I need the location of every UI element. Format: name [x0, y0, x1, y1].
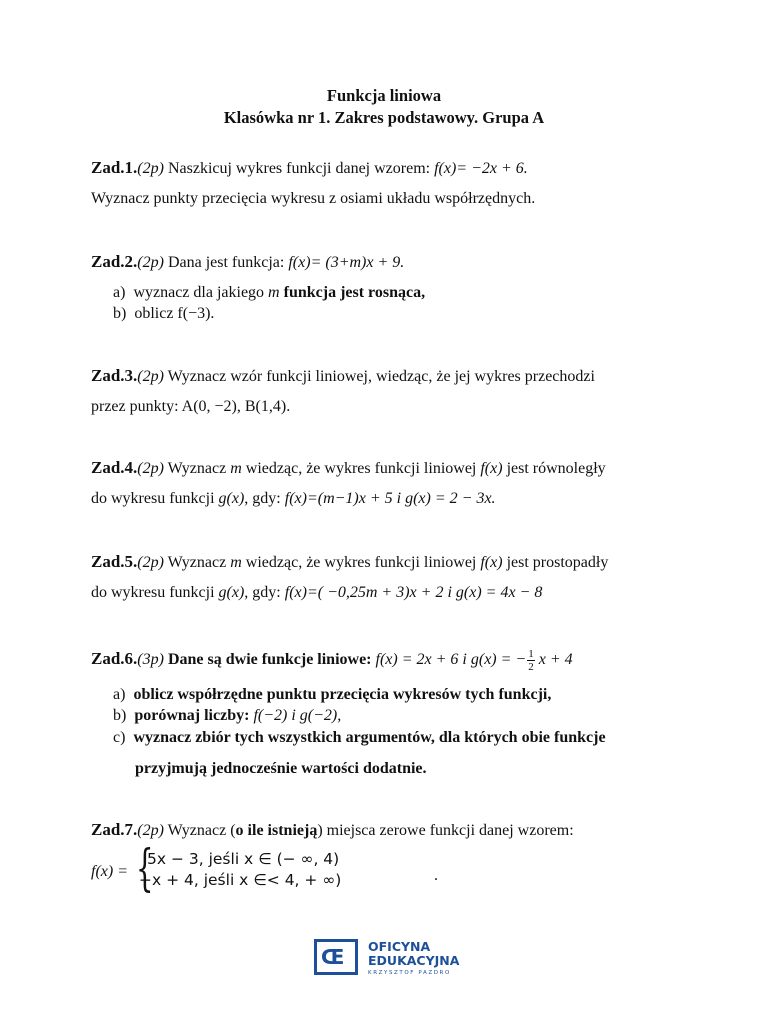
zad2-item-b [113, 305, 214, 323]
zad6-frac-num: 1 [528, 648, 534, 660]
zad3-line2: przez punkty: A(0, −2), B(1,4). [91, 398, 291, 415]
zad3-label: Zad.3. [91, 366, 138, 385]
zad6-item-c-text: wyznacz zbiór tych wszystkich argumentów, dla których obie funkcje [133, 729, 606, 746]
zad4-points: (2p) [137, 460, 164, 477]
zad6-frac-den: 2 [528, 661, 534, 673]
zad6-formula-b: x + 4 [538, 651, 573, 669]
zad7-end-dot: . [434, 867, 438, 884]
doc-title: Funkcja liniowa [326, 86, 442, 105]
oe-logo-icon [314, 939, 358, 975]
doc-subtitle: Klasówka nr 1. Zakres podstawowy. Grupa A [223, 108, 545, 127]
zad2-points: (2p) [137, 254, 164, 271]
zad6-item-a-text: oblicz współrzędne punktu przecięcia wykresów tych funkcji, [133, 686, 552, 703]
zad6-item-b-formula: f(−2) i g(−2), [253, 707, 342, 724]
zad4-text-b: wiedząc, że wykres funkcji liniowej [241, 460, 481, 477]
zad7-label: Zad.7. [91, 820, 138, 839]
zad4-m: m [230, 460, 242, 477]
zad7-case2: −x + 4, jeśli x ∈< 4, + ∞) [139, 871, 342, 889]
zad4-text-a: Wyznacz [163, 460, 231, 477]
zad5-line2-a: do wykresu funkcji [91, 584, 219, 601]
zad4-line1 [91, 458, 606, 478]
zad4-gx: g(x) [218, 490, 245, 507]
zad6-label: Zad.6. [91, 649, 138, 669]
brace-icon: { [136, 839, 154, 897]
zad4-fx: f(x) [480, 460, 503, 477]
zad7-bold-part: o ile istnieją [235, 822, 318, 839]
zad6-text: Dane są dwie funkcje liniowe: [163, 651, 376, 669]
zad4-label: Zad.4. [91, 458, 138, 477]
zad7-text-b: ) miejsca zerowe funkcji danej wzorem: [317, 822, 574, 839]
zad2-item-a-text2: funkcja jest rosnąca, [279, 284, 426, 301]
zad6-formula-a: f(x) = 2x + 6 i g(x) = − [375, 651, 527, 669]
zad7-case1: 5x − 3, jeśli x ∈ (− ∞, 4) [147, 850, 340, 868]
zad2-item-a-marker: a) [113, 284, 126, 301]
zad2-item-a [113, 284, 425, 302]
zad3-points: (2p) [137, 368, 164, 385]
zad2-item-a-text1: wyznacz dla jakiego [133, 284, 269, 301]
zad5-line2-b: , gdy: [244, 584, 285, 601]
logo-line1: OFICYNA [368, 939, 431, 954]
zad1-formula: f(x)= −2x + 6. [434, 160, 528, 177]
zad2-text: Dana jest funkcja: [163, 254, 289, 271]
zad2-item-a-m: m [268, 284, 280, 301]
zad1-line2: Wyznacz punkty przecięcia wykresu z osiami układu współrzędnych. [91, 190, 536, 207]
zad1-label: Zad.1. [91, 158, 138, 177]
zad6-item-a [113, 686, 551, 704]
zad1-line1 [91, 158, 528, 178]
zad2-line1 [91, 252, 404, 272]
zad5-line2 [91, 584, 542, 602]
zad5-text-b: wiedząc, że wykres funkcji liniowej [241, 554, 481, 571]
zad1-points: (2p) [137, 160, 164, 177]
zad2-label: Zad.2. [91, 252, 138, 271]
zad1-text: Naszkicuj wykres funkcji danej wzorem: [163, 160, 435, 177]
zad5-m: m [230, 554, 242, 571]
zad5-points: (2p) [137, 554, 164, 571]
zad5-label: Zad.5. [91, 552, 138, 571]
zad6-item-b-text: porównaj liczby: [134, 707, 254, 724]
zad4-line2-b: , gdy: [244, 490, 285, 507]
zad5-text-c: jest prostopadły [502, 554, 609, 571]
zad7-lhs: f(x) = [91, 863, 128, 880]
zad6-item-b [113, 707, 341, 725]
publisher-logo [314, 939, 464, 983]
zad2-item-b-text: oblicz f(−3). [134, 305, 215, 322]
zad7-line1 [91, 820, 574, 840]
logo-line2: EDUKACYJNA [368, 953, 460, 968]
zad6-item-a-marker: a) [113, 686, 126, 703]
zad7-points: (2p) [137, 822, 164, 839]
zad6-points: (3p) [137, 651, 164, 669]
zad3-line1 [91, 366, 595, 386]
zad6-line1 [91, 648, 573, 673]
zad5-formula: f(x)=( −0,25m + 3)x + 2 i g(x) = 4x − 8 [284, 584, 543, 601]
zad5-gx: g(x) [218, 584, 245, 601]
zad2-item-b-marker: b) [113, 305, 127, 322]
zad4-line2 [91, 490, 496, 508]
logo-subtitle: KRZYSZTOF PAZDRO [368, 970, 451, 976]
zad6-item-b-marker: b) [113, 707, 127, 724]
zad5-line1 [91, 552, 608, 572]
zad6-item-c-line2: przyjmują jednocześnie wartości dodatnie. [135, 760, 427, 777]
zad2-formula: f(x)= (3+m)x + 9. [288, 254, 405, 271]
zad4-formula: f(x)=(m−1)x + 5 i g(x) = 2 − 3x. [284, 490, 496, 507]
logo-mark-text: Œ [321, 945, 342, 969]
zad6-item-c-marker: c) [113, 729, 126, 746]
zad6-item-c [113, 729, 606, 747]
zad6-fraction [527, 648, 535, 673]
zad4-line2-a: do wykresu funkcji [91, 490, 219, 507]
zad5-text-a: Wyznacz [163, 554, 231, 571]
zad3-text: Wyznacz wzór funkcji liniowej, wiedząc, że jej wykres przechodzi [163, 368, 595, 385]
logo-wordmark [368, 940, 459, 968]
zad5-fx: f(x) [480, 554, 503, 571]
zad7-text-a: Wyznacz ( [163, 822, 236, 839]
zad4-text-c: jest równoległy [502, 460, 606, 477]
